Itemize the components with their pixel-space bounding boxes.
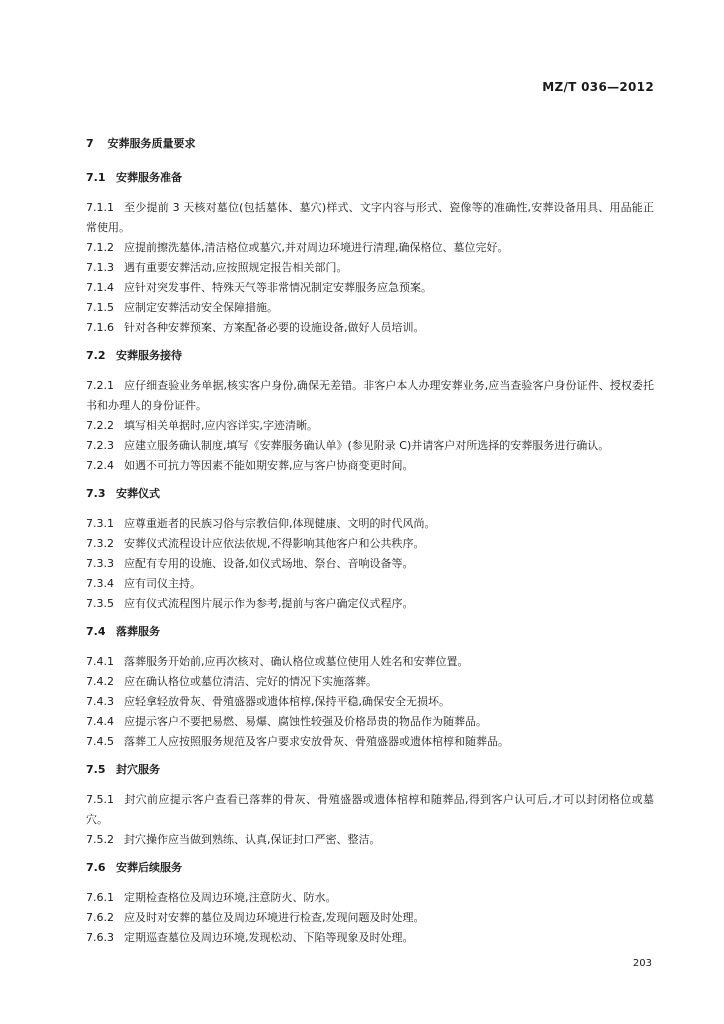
clause	[86, 908, 654, 928]
clause-number: 7.4.5	[86, 735, 114, 748]
section-number: 7.2	[86, 349, 106, 362]
clause-number: 7.1.2	[86, 241, 114, 254]
clause-text: 应建立服务确认制度,填写《安葬服务确认单》(参见附录 C)并请客户对所选择的安葬服务进行确认。	[124, 439, 610, 452]
clause	[86, 574, 654, 594]
clause-text: 应提示客户不要把易燃、易爆、腐蚀性较强及价格昂贵的物品作为随葬品。	[124, 715, 487, 728]
clause-number: 7.4.3	[86, 695, 114, 708]
chapter-number: 7	[86, 137, 94, 150]
clause-number: 7.1.1	[86, 201, 114, 214]
section-number: 7.1	[86, 171, 106, 184]
clause-number: 7.4.1	[86, 655, 114, 668]
clause	[86, 732, 654, 752]
clause-text: 填写相关单据时,应内容详实,字迹清晰。	[124, 419, 318, 432]
clause-number: 7.2.1	[86, 379, 114, 392]
clause-text: 应提前擦洗墓体,清洁格位或墓穴,并对周边环境进行清理,确保格位、墓位完好。	[124, 241, 509, 254]
clause-number: 7.3.2	[86, 537, 114, 550]
section-number: 7.5	[86, 763, 106, 776]
clause-text: 落葬工人应按照服务规范及客户要求安放骨灰、骨殖盛器或遗体棺椁和随葬品。	[124, 735, 509, 748]
clause-number: 7.5.1	[86, 793, 114, 806]
clause	[86, 888, 654, 908]
chapter-title: 安葬服务质量要求	[107, 137, 196, 150]
clause-number: 7.6.3	[86, 931, 114, 944]
section-title: 安葬仪式	[116, 487, 160, 500]
section-heading	[86, 622, 654, 642]
clause	[86, 318, 654, 338]
clause-text: 应配有专用的设施、设备,如仪式场地、祭台、音响设备等。	[124, 557, 414, 570]
section-title: 安葬服务接待	[116, 349, 182, 362]
clause-text: 遇有重要安葬活动,应按照规定报告相关部门。	[124, 261, 348, 274]
section-title: 封穴服务	[116, 763, 160, 776]
section-number: 7.6	[86, 861, 106, 874]
clause	[86, 790, 654, 830]
clause	[86, 298, 654, 318]
clause	[86, 672, 654, 692]
clause-text: 落葬服务开始前,应再次核对、确认格位或墓位使用人姓名和安葬位置。	[124, 655, 469, 668]
clause-text: 定期检查格位及周边环境,注意防火、防水。	[124, 891, 337, 904]
clause	[86, 554, 654, 574]
clause	[86, 712, 654, 732]
clause	[86, 416, 654, 436]
clause	[86, 198, 654, 238]
section-heading	[86, 760, 654, 780]
clause	[86, 238, 654, 258]
clause-text: 应在确认格位或墓位清洁、完好的情况下实施落葬。	[124, 675, 377, 688]
clause-text: 针对各种安葬预案、方案配备必要的设施设备,做好人员培训。	[124, 321, 425, 334]
clause-number: 7.4.4	[86, 715, 114, 728]
clause-number: 7.1.5	[86, 301, 114, 314]
clause-number: 7.6.2	[86, 911, 114, 924]
clause-number: 7.5.2	[86, 833, 114, 846]
clause-text: 应轻拿轻放骨灰、骨殖盛器或遗体棺椁,保持平稳,确保安全无损坏。	[124, 695, 450, 708]
chapter-heading	[86, 134, 654, 154]
section-heading	[86, 858, 654, 878]
clause	[86, 436, 654, 456]
clause-text: 应有仪式流程图片展示作为参考,提前与客户确定仪式程序。	[124, 597, 414, 610]
section-number: 7.4	[86, 625, 106, 638]
clause-number: 7.4.2	[86, 675, 114, 688]
clause	[86, 534, 654, 554]
clause-text: 定期巡查墓位及周边环境,发现松动、下陷等现象及时处理。	[124, 931, 414, 944]
clause	[86, 258, 654, 278]
clause	[86, 652, 654, 672]
clause-number: 7.1.3	[86, 261, 114, 274]
clause	[86, 594, 654, 614]
clause-text: 应尊重逝者的民族习俗与宗教信仰,体现健康、文明的时代风尚。	[124, 517, 436, 530]
section-heading	[86, 168, 654, 188]
clause-number: 7.6.1	[86, 891, 114, 904]
clause-text: 至少提前 3 天核对墓位(包括墓体、墓穴)样式、文字内容与形式、瓷像等的准确性,安葬设备用具、用品能正常使用。	[86, 201, 654, 234]
clause	[86, 278, 654, 298]
clause	[86, 376, 654, 416]
clause-text: 应仔细查验业务单据,核实客户身份,确保无差错。非客户本人办理安葬业务,应当查验客户身份证件、授权委托书和办理人的身份证件。	[86, 379, 654, 412]
clause	[86, 928, 654, 948]
clause-number: 7.1.4	[86, 281, 114, 294]
section-title: 安葬后续服务	[116, 861, 182, 874]
clause-text: 安葬仪式流程设计应依法依规,不得影响其他客户和公共秩序。	[124, 537, 425, 550]
section-title: 落葬服务	[116, 625, 160, 638]
document-body	[86, 134, 654, 948]
clause	[86, 514, 654, 534]
section-heading	[86, 346, 654, 366]
clause-number: 7.3.4	[86, 577, 114, 590]
clause-number: 7.2.3	[86, 439, 114, 452]
clause-text: 封穴前应提示客户查看已落葬的骨灰、骨殖盛器或遗体棺椁和随葬品,得到客户认可后,才可以封闭格位或墓穴。	[86, 793, 654, 826]
clause-number: 7.3.1	[86, 517, 114, 530]
clause-text: 封穴操作应当做到熟练、认真,保证封口严密、整洁。	[124, 833, 381, 846]
clause-number: 7.3.5	[86, 597, 114, 610]
clause	[86, 692, 654, 712]
clause-text: 应有司仪主持。	[124, 577, 201, 590]
clause-number: 7.1.6	[86, 321, 114, 334]
section-number: 7.3	[86, 487, 106, 500]
clause-number: 7.2.4	[86, 459, 114, 472]
section-heading	[86, 484, 654, 504]
clause-number: 7.2.2	[86, 419, 114, 432]
clause-text: 应及时对安葬的墓位及周边环境进行检查,发现问题及时处理。	[124, 911, 425, 924]
clause-text: 应制定安葬活动安全保障措施。	[124, 301, 278, 314]
page-number: 203	[632, 958, 652, 969]
standard-code: MZ/T 036—2012	[542, 80, 654, 94]
clause	[86, 830, 654, 850]
clause	[86, 456, 654, 476]
clause-text: 如遇不可抗力等因素不能如期安葬,应与客户协商变更时间。	[124, 459, 414, 472]
section-title: 安葬服务准备	[116, 171, 182, 184]
clause-text: 应针对突发事件、特殊天气等非常情况制定安葬服务应急预案。	[124, 281, 432, 294]
clause-number: 7.3.3	[86, 557, 114, 570]
